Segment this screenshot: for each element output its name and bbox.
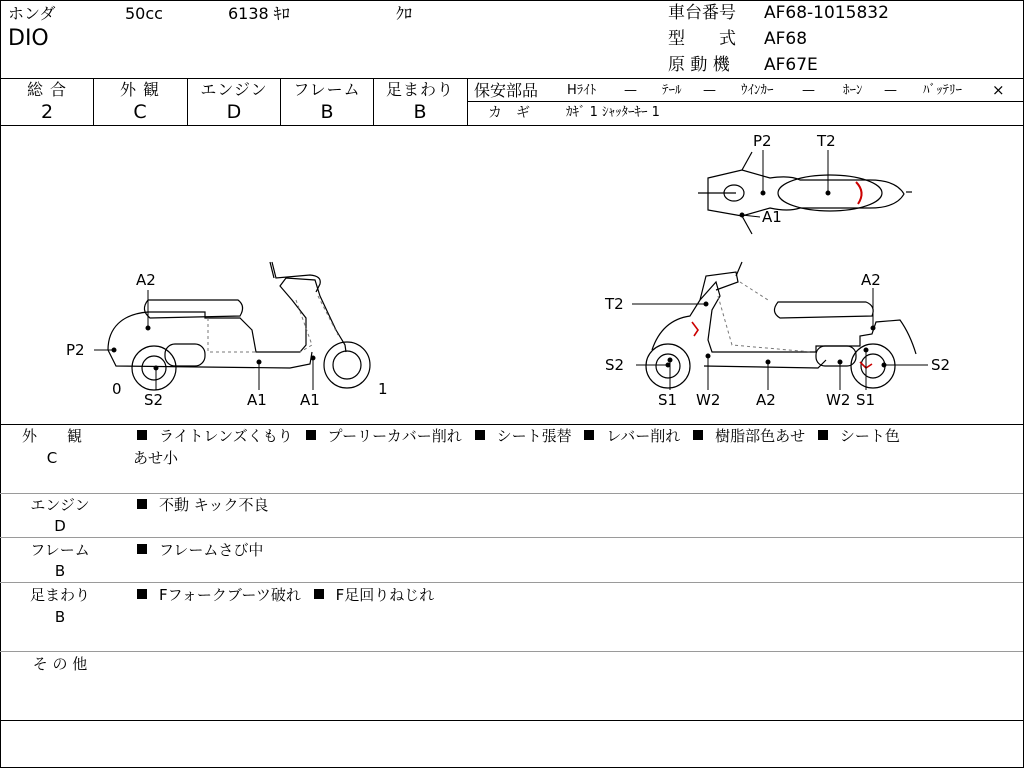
- grade-exterior: C: [133, 101, 147, 123]
- color: ｸﾛ: [396, 4, 413, 23]
- detail-divider: [0, 493, 1023, 494]
- frame-no: AF68-1015832: [764, 3, 889, 23]
- label-s2-right-rear: S2: [931, 356, 951, 374]
- key-label: カ ギ: [488, 105, 530, 121]
- grade-engine: D: [226, 101, 242, 123]
- engine-code: AF67E: [764, 55, 818, 75]
- grade-head-suspension: 足まわり: [385, 80, 454, 99]
- safety-mark-battery: ×: [992, 81, 1005, 99]
- label-t2-right: T2: [605, 295, 624, 313]
- detail-category-suspension: 足まわり: [29, 586, 90, 604]
- safety-item-tail: ﾃｰﾙ: [662, 83, 682, 98]
- damage-mark-top: [856, 182, 862, 204]
- grade-overall: 2: [40, 101, 54, 123]
- detail-divider: [0, 537, 1023, 538]
- detail-continuation-exterior: あせ小: [133, 449, 179, 467]
- label-p2-left: P2: [66, 341, 85, 359]
- label-a1-left-2: A1: [300, 391, 320, 409]
- label-w2-right: W2: [696, 391, 721, 409]
- label-s1-right: S1: [658, 391, 678, 409]
- safety-item-headlight: Hﾗｲﾄ: [567, 83, 597, 98]
- detail-category-engine: エンジン: [30, 496, 90, 514]
- safety-mark-headlight: —: [624, 83, 637, 98]
- engine-label: 原 動 機: [668, 55, 730, 75]
- detail-items-frame: フレームさび中: [137, 543, 263, 558]
- bullet-square-icon: [306, 430, 316, 440]
- detail-divider: [0, 582, 1023, 583]
- scooter-top: [698, 152, 912, 234]
- detail-grade-frame: B: [54, 562, 66, 580]
- bullet-square-icon: [137, 499, 147, 509]
- detail-items-engine: 不動 キック不良: [137, 498, 268, 513]
- label-zero: 0: [112, 380, 122, 398]
- bullet-square-icon: [137, 430, 147, 440]
- displacement: 50cc: [125, 4, 163, 23]
- model-name: DIO: [8, 26, 49, 51]
- label-p2-top: P2: [753, 132, 772, 150]
- leader-lines: [94, 150, 928, 390]
- mileage: 6138 ｷﾛ: [228, 4, 290, 23]
- bullet-square-icon: [818, 430, 828, 440]
- safety-mark-tail: —: [703, 83, 716, 98]
- label-a1-top: A1: [762, 208, 782, 226]
- grade-table-top: [0, 78, 1023, 79]
- detail-top-line: [0, 424, 1023, 425]
- detail-grade-suspension: B: [54, 608, 66, 626]
- detail-category-exterior: 外 観: [21, 427, 82, 445]
- label-a2-right-bottom: A2: [756, 391, 776, 409]
- detail-category-other: そ の 他: [32, 655, 88, 673]
- grade-suspension: B: [413, 101, 427, 123]
- label-w2-right-2: W2: [826, 391, 851, 409]
- scooter-side-right-hidden: [718, 282, 812, 352]
- bullet-square-icon: [475, 430, 485, 440]
- bullet-square-icon: [137, 544, 147, 554]
- damage-diagram: [0, 126, 1024, 424]
- detail-items-suspension: Fフォークブーツ破れ F足回りねじれ: [137, 588, 434, 603]
- frame-no-label: 車台番号: [668, 3, 736, 23]
- label-s2-left: S2: [144, 391, 164, 409]
- safety-item-winker: ｳｲﾝｶｰ: [741, 83, 774, 98]
- bullet-square-icon: [693, 430, 703, 440]
- detail-divider: [0, 651, 1023, 652]
- detail-grade-engine: D: [54, 517, 66, 535]
- model-code-label: 型 式: [668, 29, 736, 49]
- grade-head-frame: フレーム: [293, 80, 361, 99]
- model-code: AF68: [764, 29, 808, 49]
- bullet-square-icon: [314, 589, 324, 599]
- safety-row-divider: [467, 101, 1023, 102]
- scooter-side-left-hidden: [208, 296, 338, 352]
- label-a2-right: A2: [861, 271, 881, 289]
- bullet-square-icon: [584, 430, 594, 440]
- label-one: 1: [378, 380, 388, 398]
- label-s2-right-front: S2: [605, 356, 625, 374]
- grade-head-exterior: 外 観: [119, 80, 161, 99]
- bullet-square-icon: [137, 589, 147, 599]
- safety-item-horn: ﾎｰﾝ: [843, 83, 863, 98]
- detail-bottom-line: [0, 720, 1023, 721]
- detail-items-exterior: ライトレンズくもり プーリーカバー削れ シート張替 レバー削れ 樹脂部色あせ シート色: [137, 429, 900, 444]
- grade-head-engine: エンジン: [200, 80, 268, 99]
- label-t2-top: T2: [817, 132, 836, 150]
- maker: ホンダ: [8, 4, 56, 23]
- label-a1-left: A1: [247, 391, 267, 409]
- grade-head-overall: 総 合: [26, 80, 68, 99]
- safety-label: 保安部品: [474, 81, 539, 100]
- safety-mark-winker: —: [802, 83, 815, 98]
- detail-category-frame: フレーム: [30, 541, 90, 559]
- label-a2-left: A2: [136, 271, 156, 289]
- safety-item-battery: ﾊﾞｯﾃﾘｰ: [923, 83, 962, 98]
- col-divider: [467, 78, 468, 125]
- detail-grade-exterior: C: [46, 449, 58, 467]
- label-s1-right-2: S1: [856, 391, 876, 409]
- key-value: ｶｷﾞ 1 ｼｬｯﾀｰｷｰ 1: [566, 105, 660, 120]
- grade-frame: B: [320, 101, 334, 123]
- safety-mark-horn: —: [884, 83, 897, 98]
- damage-mark-right-front: [692, 322, 698, 336]
